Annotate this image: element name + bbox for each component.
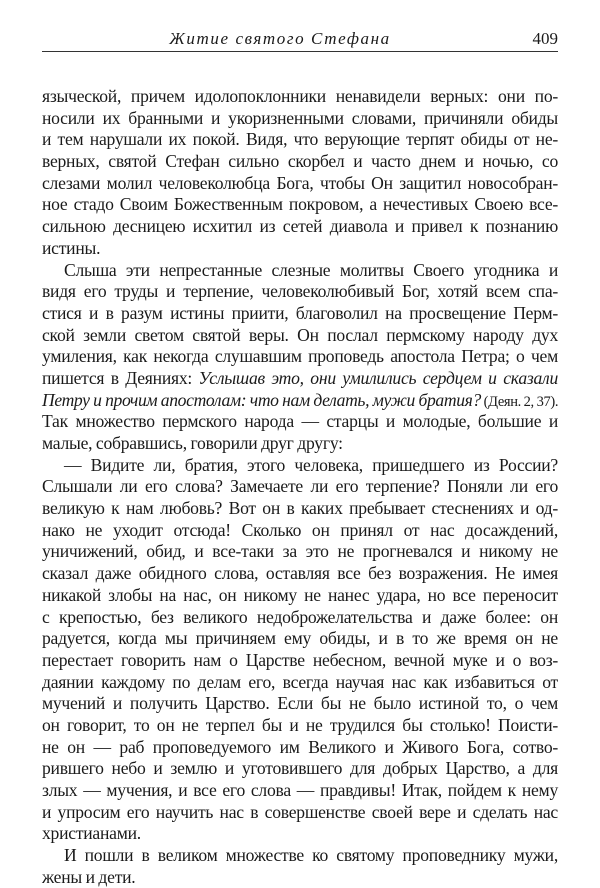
text-line bbox=[42, 541, 558, 563]
text-segment: стися и в разум истины приити, благоволил на просвещение Перм- bbox=[42, 302, 558, 323]
text-line bbox=[42, 672, 558, 694]
text-segment: и упросим его научить нас в совершенстве своей вере и сделать нас bbox=[42, 801, 558, 822]
text-line bbox=[42, 411, 558, 433]
running-header bbox=[42, 29, 558, 52]
text-line bbox=[42, 628, 558, 650]
text-line bbox=[42, 303, 558, 325]
text-segment: умиления, как некогда слушавшим проповедь апостола Петра; о чем bbox=[42, 346, 558, 367]
text-line bbox=[42, 650, 558, 672]
text-line bbox=[42, 607, 558, 629]
text-segment: малые, собравшись, говорили друг другу: bbox=[42, 433, 343, 453]
text-segment: с крепостью, без великого недоброжелательства и даже более: он bbox=[42, 606, 558, 627]
text-line bbox=[42, 173, 558, 195]
text-line bbox=[42, 281, 558, 303]
text-segment: уничижений, обид, и все-таки за это не прогневался и никому не bbox=[42, 541, 558, 562]
text-line bbox=[42, 194, 558, 216]
text-line bbox=[42, 433, 558, 455]
paragraph bbox=[42, 260, 558, 455]
italic-quote: Петру и прочим апостолам: что нам делать, мужи братия? bbox=[42, 389, 481, 410]
text-line bbox=[42, 455, 558, 477]
italic-quote: Услышав это, они умилились сердцем и сказали bbox=[198, 367, 558, 388]
page-number: 409 bbox=[532, 29, 558, 48]
text-segment: — Видите ли, братия, этого человека, пришедшего из России? bbox=[64, 454, 558, 475]
text-segment: слезами молил человеколюбца Бога, чтобы Он защитил новособран- bbox=[42, 172, 558, 193]
text-line bbox=[42, 780, 558, 802]
text-segment: язычеcкой, причем идолопоклонники ненавидели верных: они по- bbox=[42, 86, 558, 106]
text-line bbox=[42, 129, 558, 151]
text-segment: Слыша эти непрестанные слезные молитвы Своего угодника и bbox=[64, 259, 558, 280]
text-line bbox=[42, 368, 558, 390]
text-line bbox=[42, 758, 558, 780]
text-line bbox=[42, 86, 558, 108]
text-segment: он говорит, то он не терпел бы и не трудился бы столько! Поисти- bbox=[42, 714, 558, 735]
text-segment: И пошли в великом множестве ко святому проповеднику мужи, bbox=[64, 845, 558, 866]
text-segment: видя его труды и терпение, человеколюбивый Бог, хотяй всем спа- bbox=[42, 281, 558, 302]
text-line bbox=[42, 108, 558, 130]
text-segment: и тем нарушали их покой. Видя, что верующие терпят обиды от не- bbox=[42, 129, 558, 150]
paragraph bbox=[42, 455, 558, 845]
text-line bbox=[42, 693, 558, 715]
text-line bbox=[42, 585, 558, 607]
text-line bbox=[42, 476, 558, 498]
text-segment: злых — мучения, и все его слова — правдивы! Итак, пойдем к нему bbox=[42, 780, 558, 800]
text-line bbox=[42, 845, 558, 867]
running-title: Житие святого Стефана bbox=[169, 29, 391, 48]
paragraph bbox=[42, 86, 558, 260]
text-segment: ской земли светом святой веры. Он послал пермскому народу дух bbox=[42, 324, 558, 345]
text-segment: истины. bbox=[42, 237, 101, 258]
text-segment: сказал даже обидного слова, оставляя все без возражения. Не имея bbox=[42, 563, 558, 584]
text-line bbox=[42, 867, 558, 888]
text-line bbox=[42, 151, 558, 173]
text-segment: никакой злобы на нас, он никому не нанес удара, но все переносит bbox=[42, 584, 558, 605]
body-text bbox=[42, 86, 558, 888]
text-line bbox=[42, 498, 558, 520]
text-segment: ное стадо Своим Божественным покровом, а нечестивых Своею все- bbox=[42, 194, 558, 215]
text-segment: пишется в Деяниях: bbox=[42, 367, 199, 388]
text-segment: не он — раб проповедуемого им Великого и Живого Бога, сотво- bbox=[42, 736, 558, 757]
text-line bbox=[42, 715, 558, 737]
text-line bbox=[42, 325, 558, 347]
text-line bbox=[42, 737, 558, 759]
text-line bbox=[42, 216, 558, 238]
text-line bbox=[42, 520, 558, 542]
text-segment: сильною десницею исхитил из сетей диавола и привел к познанию bbox=[42, 216, 558, 237]
text-segment: даянии каждому по делам его, всегда научая нас как избавиться от bbox=[42, 671, 558, 692]
text-segment: жены и дети. bbox=[42, 866, 136, 887]
scripture-reference: (Деян. 2, 37). bbox=[480, 393, 559, 410]
text-line bbox=[42, 802, 558, 824]
text-segment: рившего небо и землю и уготовившего для добрых Царство, а для bbox=[42, 758, 558, 779]
text-line bbox=[42, 823, 558, 845]
text-segment: христианами. bbox=[42, 823, 141, 844]
text-segment: великую к нам любовь? Вот он в каких пребывает стеснениях и од- bbox=[42, 498, 558, 519]
text-segment: мучений и получить Царство. Если бы не было истиной то, о чем bbox=[42, 693, 558, 714]
text-line bbox=[42, 346, 558, 368]
text-line bbox=[42, 563, 558, 585]
text-segment: Так множество пермского народа — старцы и молодые, большие и bbox=[42, 411, 558, 432]
text-segment: нако не уходит отсюда! Сколько он принял от нас досаждений, bbox=[42, 519, 558, 540]
paragraph bbox=[42, 845, 558, 888]
text-segment: перестает говорить нам о Царстве небесном, вечной муке и о воз- bbox=[42, 649, 558, 670]
text-segment: Слышали ли его слова? Замечаете ли его терпение? Поняли ли его bbox=[42, 476, 558, 497]
text-line bbox=[42, 390, 558, 412]
text-line bbox=[42, 260, 558, 282]
text-segment: верных, святой Стефан сильно скорбел и часто днем и ночью, со bbox=[42, 151, 558, 172]
text-line bbox=[42, 238, 558, 260]
text-segment: носили их бранными и укоризненными словами, причиняли обиды bbox=[42, 107, 558, 128]
text-segment: радуется, когда мы причиняем ему обиды, и в то же время он не bbox=[42, 628, 558, 649]
